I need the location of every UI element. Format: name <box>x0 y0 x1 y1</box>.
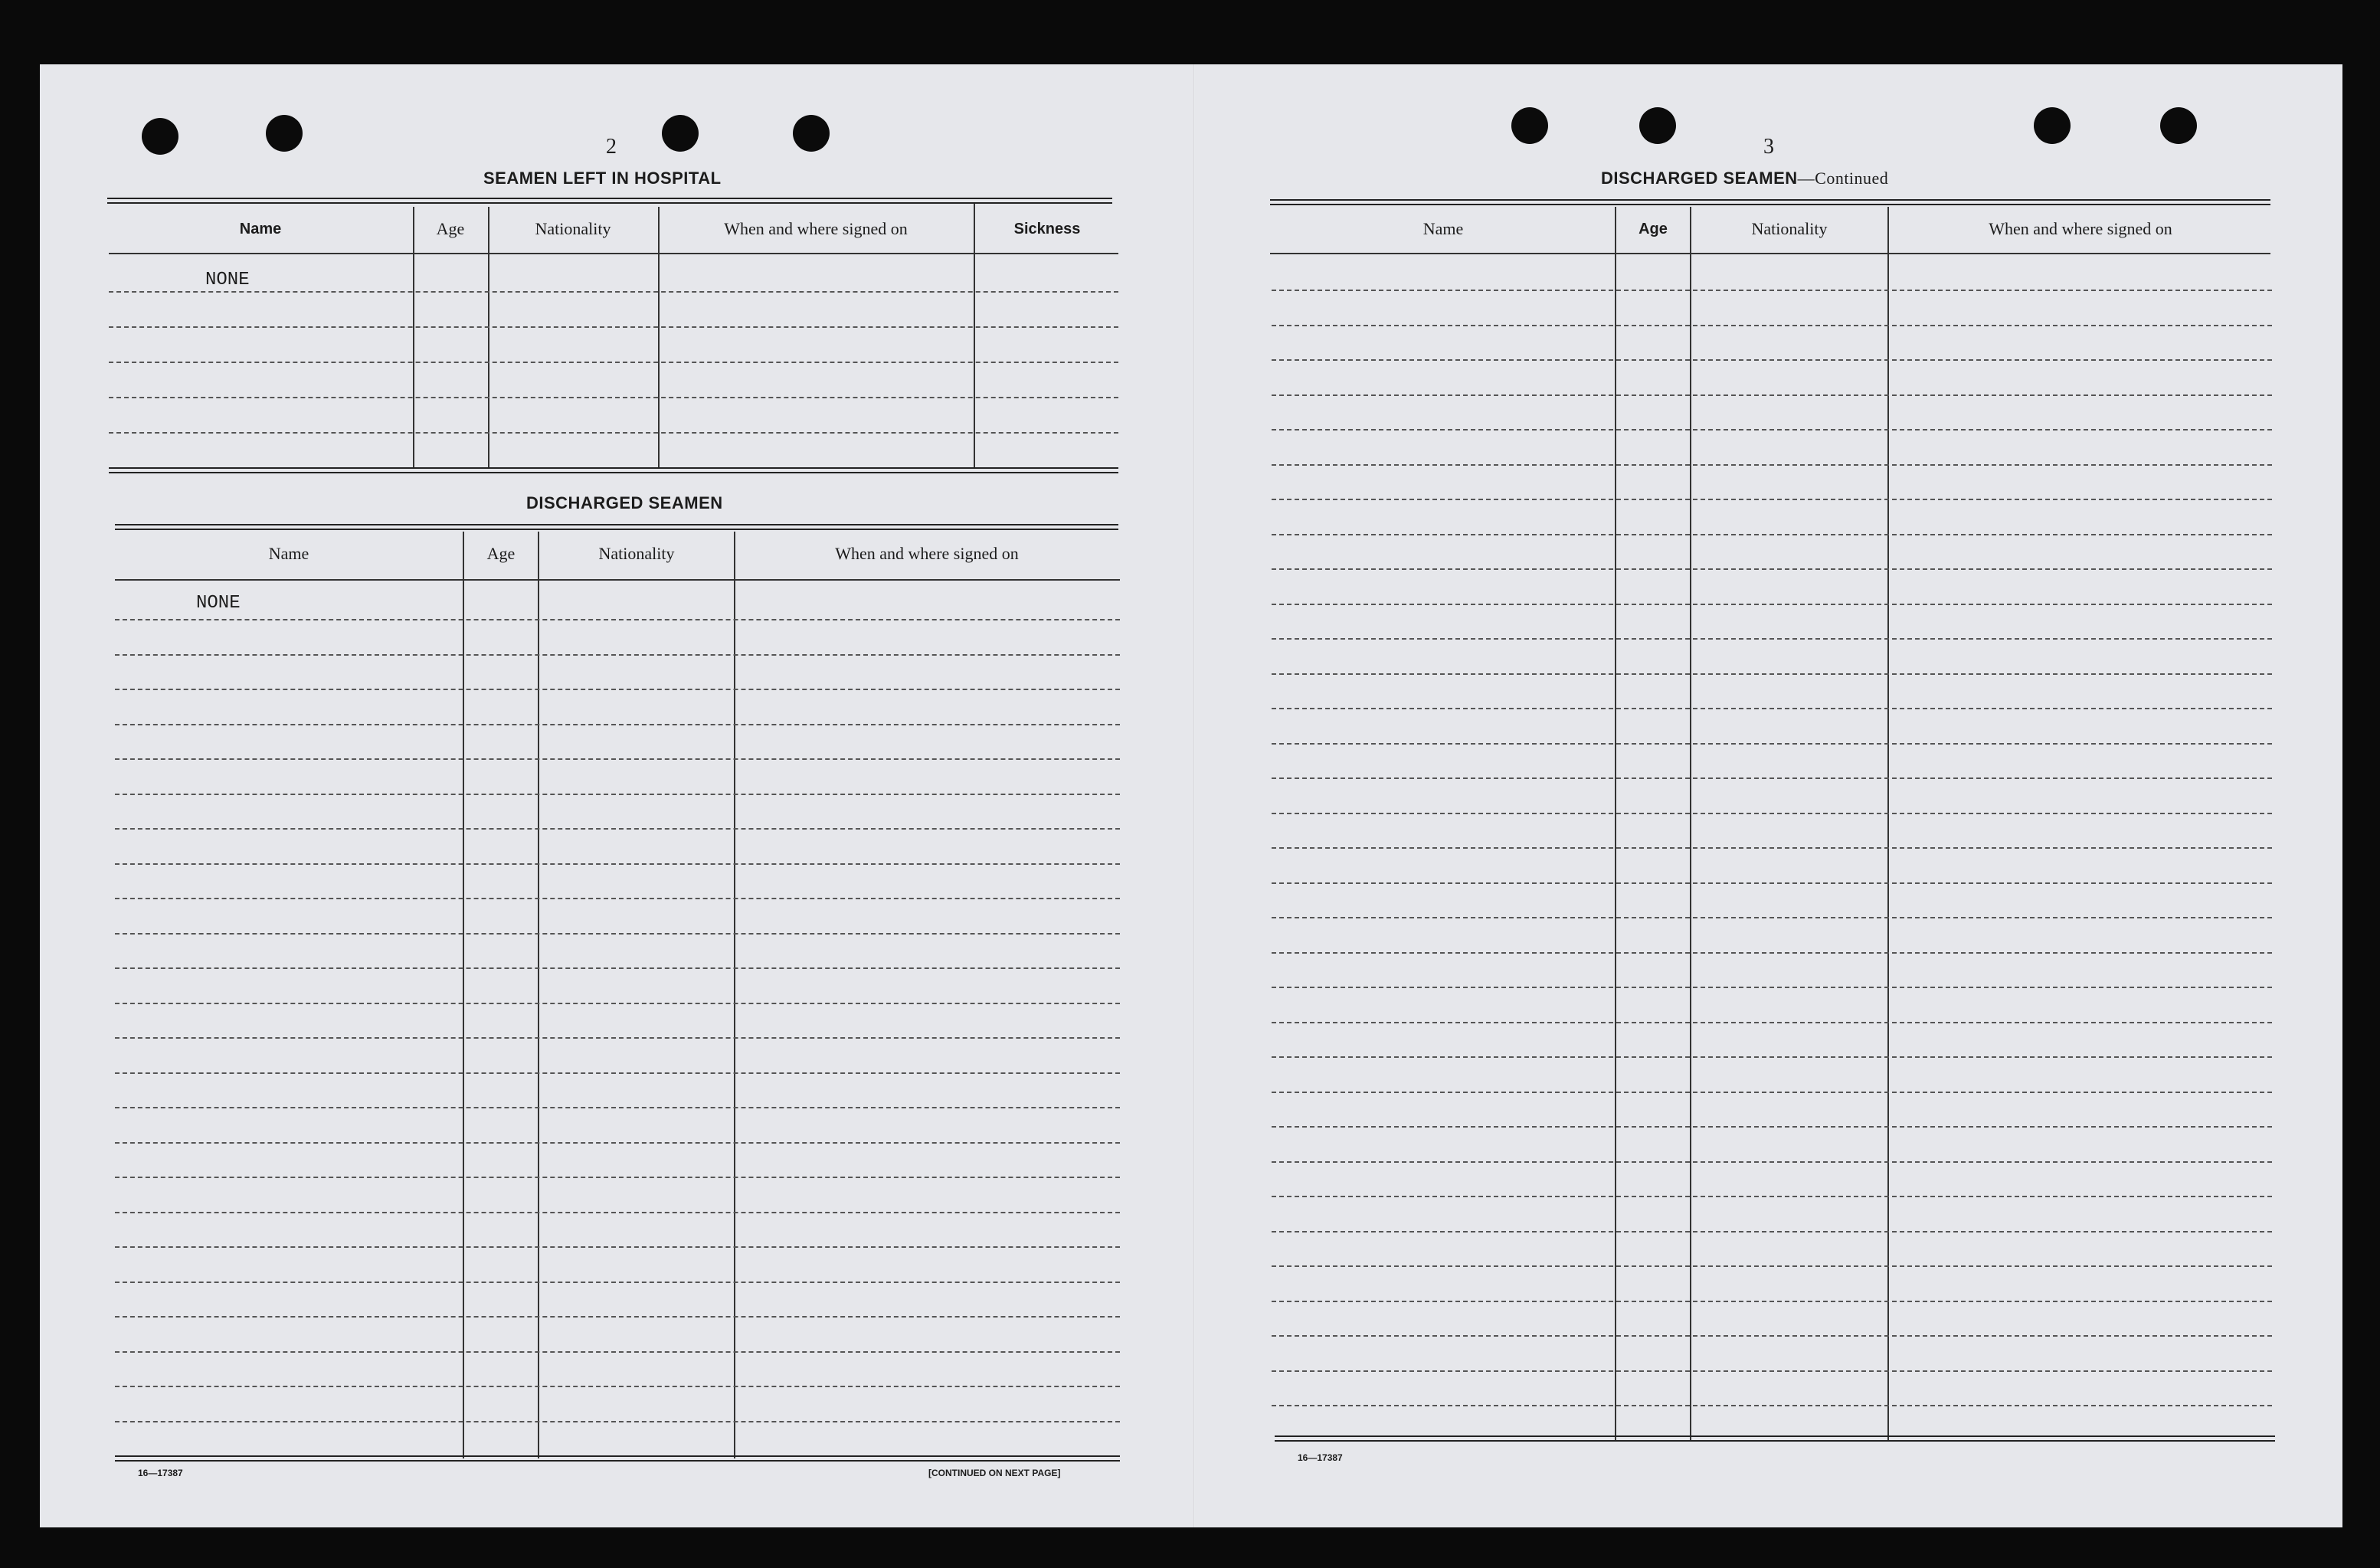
hospital-col-age: Age <box>436 219 465 238</box>
row-line <box>109 397 1118 398</box>
row-line <box>115 863 1120 865</box>
row-line <box>1272 1161 2272 1163</box>
row-line <box>1272 290 2272 291</box>
discharged-col-nationality: Nationality <box>598 544 675 563</box>
right-table-top-rule <box>1270 199 2270 205</box>
right-col-name: Name <box>1422 219 1464 238</box>
hospital-section-title: SEAMEN LEFT IN HOSPITAL <box>483 169 722 188</box>
hospital-col-signed-on: When and where signed on <box>724 219 908 238</box>
right-col-signed-on: When and where signed on <box>1989 219 2172 238</box>
row-line <box>115 1316 1120 1318</box>
discharged-table-bottom-rule <box>115 1455 1120 1462</box>
row-line <box>1272 325 2272 326</box>
punch-hole <box>142 118 178 155</box>
row-line <box>1272 1056 2272 1058</box>
column-divider <box>658 207 660 469</box>
row-line <box>1272 534 2272 535</box>
discharged-col-age: Age <box>486 544 516 563</box>
row-line <box>115 794 1120 795</box>
discharged-section-title: DISCHARGED SEAMEN <box>526 493 723 512</box>
discharged-col-name: Name <box>268 544 309 563</box>
form-number: 16—17387 <box>1298 1452 1343 1463</box>
row-line <box>109 291 1118 293</box>
row-line <box>115 1246 1120 1248</box>
punch-hole <box>266 115 303 152</box>
row-line <box>115 1386 1120 1387</box>
row-line <box>1272 1126 2272 1128</box>
row-line <box>1272 568 2272 570</box>
row-line <box>1272 464 2272 466</box>
row-line <box>115 1003 1120 1004</box>
discharged-header-rule <box>115 579 1120 581</box>
page-number: 2 <box>606 135 617 159</box>
right-col-age: Age <box>1639 221 1668 237</box>
page-number: 3 <box>1763 135 1774 159</box>
column-divider <box>1615 207 1616 1440</box>
row-line <box>1272 1196 2272 1197</box>
row-line <box>109 432 1118 434</box>
right-header-rule <box>1270 253 2270 254</box>
row-line <box>1272 813 2272 814</box>
column-divider <box>488 207 489 469</box>
row-line <box>115 933 1120 935</box>
column-divider <box>1887 207 1889 1440</box>
column-divider <box>1690 207 1691 1440</box>
row-line <box>115 689 1120 690</box>
hospital-table-bottom-rule <box>109 467 1118 473</box>
row-line <box>115 898 1120 899</box>
punch-hole <box>2034 107 2071 144</box>
row-line <box>1272 882 2272 884</box>
hospital-table-top-rule <box>107 198 1112 204</box>
discharged-entry-name: NONE <box>196 593 241 614</box>
row-line <box>115 1421 1120 1422</box>
document-sheet <box>40 64 2342 1527</box>
row-line <box>1272 777 2272 779</box>
punch-hole <box>2160 107 2197 144</box>
row-line <box>109 326 1118 328</box>
row-line <box>1272 847 2272 849</box>
row-line <box>1272 1335 2272 1337</box>
row-line <box>1272 987 2272 988</box>
row-line <box>1272 394 2272 396</box>
row-line <box>1272 1265 2272 1267</box>
right-col-nationality: Nationality <box>1751 219 1828 238</box>
row-line <box>1272 1370 2272 1372</box>
row-line <box>1272 743 2272 745</box>
discharged-col-signed-on: When and where signed on <box>835 544 1019 563</box>
column-divider <box>463 532 464 1458</box>
row-line <box>1272 917 2272 918</box>
column-divider <box>974 204 975 469</box>
continued-section-title <box>1601 169 1888 188</box>
discharged-table-top-rule <box>115 524 1118 530</box>
hospital-entry-name: NONE <box>205 270 250 290</box>
punch-hole <box>1639 107 1676 144</box>
column-divider <box>413 207 414 469</box>
row-line <box>115 1142 1120 1144</box>
row-line <box>115 1351 1120 1353</box>
hospital-header-rule <box>109 253 1118 254</box>
form-number: 16—17387 <box>138 1468 183 1478</box>
row-line <box>1272 1092 2272 1093</box>
row-line <box>1272 708 2272 709</box>
row-line <box>1272 359 2272 361</box>
row-line <box>115 1072 1120 1074</box>
row-line <box>1272 1405 2272 1406</box>
row-line <box>115 1282 1120 1283</box>
punch-hole <box>793 115 830 152</box>
hospital-col-name: Name <box>239 221 282 237</box>
row-line <box>1272 604 2272 605</box>
row-line <box>115 1177 1120 1178</box>
row-line <box>109 362 1118 363</box>
row-line <box>1272 1301 2272 1302</box>
row-line <box>115 1107 1120 1108</box>
row-line <box>115 758 1120 760</box>
page-fold <box>1193 64 1195 1527</box>
row-line <box>115 654 1120 656</box>
column-divider <box>538 532 539 1458</box>
row-line <box>115 619 1120 620</box>
row-line <box>1272 638 2272 640</box>
section-title-text: DISCHARGED SEAMEN <box>1601 169 1798 188</box>
row-line <box>1272 1022 2272 1023</box>
column-divider <box>734 532 735 1458</box>
hospital-col-nationality: Nationality <box>535 219 611 238</box>
row-line <box>115 1037 1120 1039</box>
punch-hole <box>662 115 699 152</box>
row-line <box>1272 952 2272 954</box>
row-line <box>1272 1231 2272 1232</box>
continued-note: [CONTINUED ON NEXT PAGE] <box>928 1468 1061 1478</box>
row-line <box>1272 429 2272 430</box>
row-line <box>115 967 1120 969</box>
right-table-bottom-rule <box>1275 1435 2275 1442</box>
section-title-suffix: —Continued <box>1797 169 1889 188</box>
hospital-col-sickness: Sickness <box>1013 221 1081 237</box>
row-line <box>1272 673 2272 675</box>
row-line <box>115 724 1120 725</box>
row-line <box>115 1212 1120 1213</box>
row-line <box>115 828 1120 830</box>
punch-hole <box>1511 107 1548 144</box>
row-line <box>1272 499 2272 500</box>
